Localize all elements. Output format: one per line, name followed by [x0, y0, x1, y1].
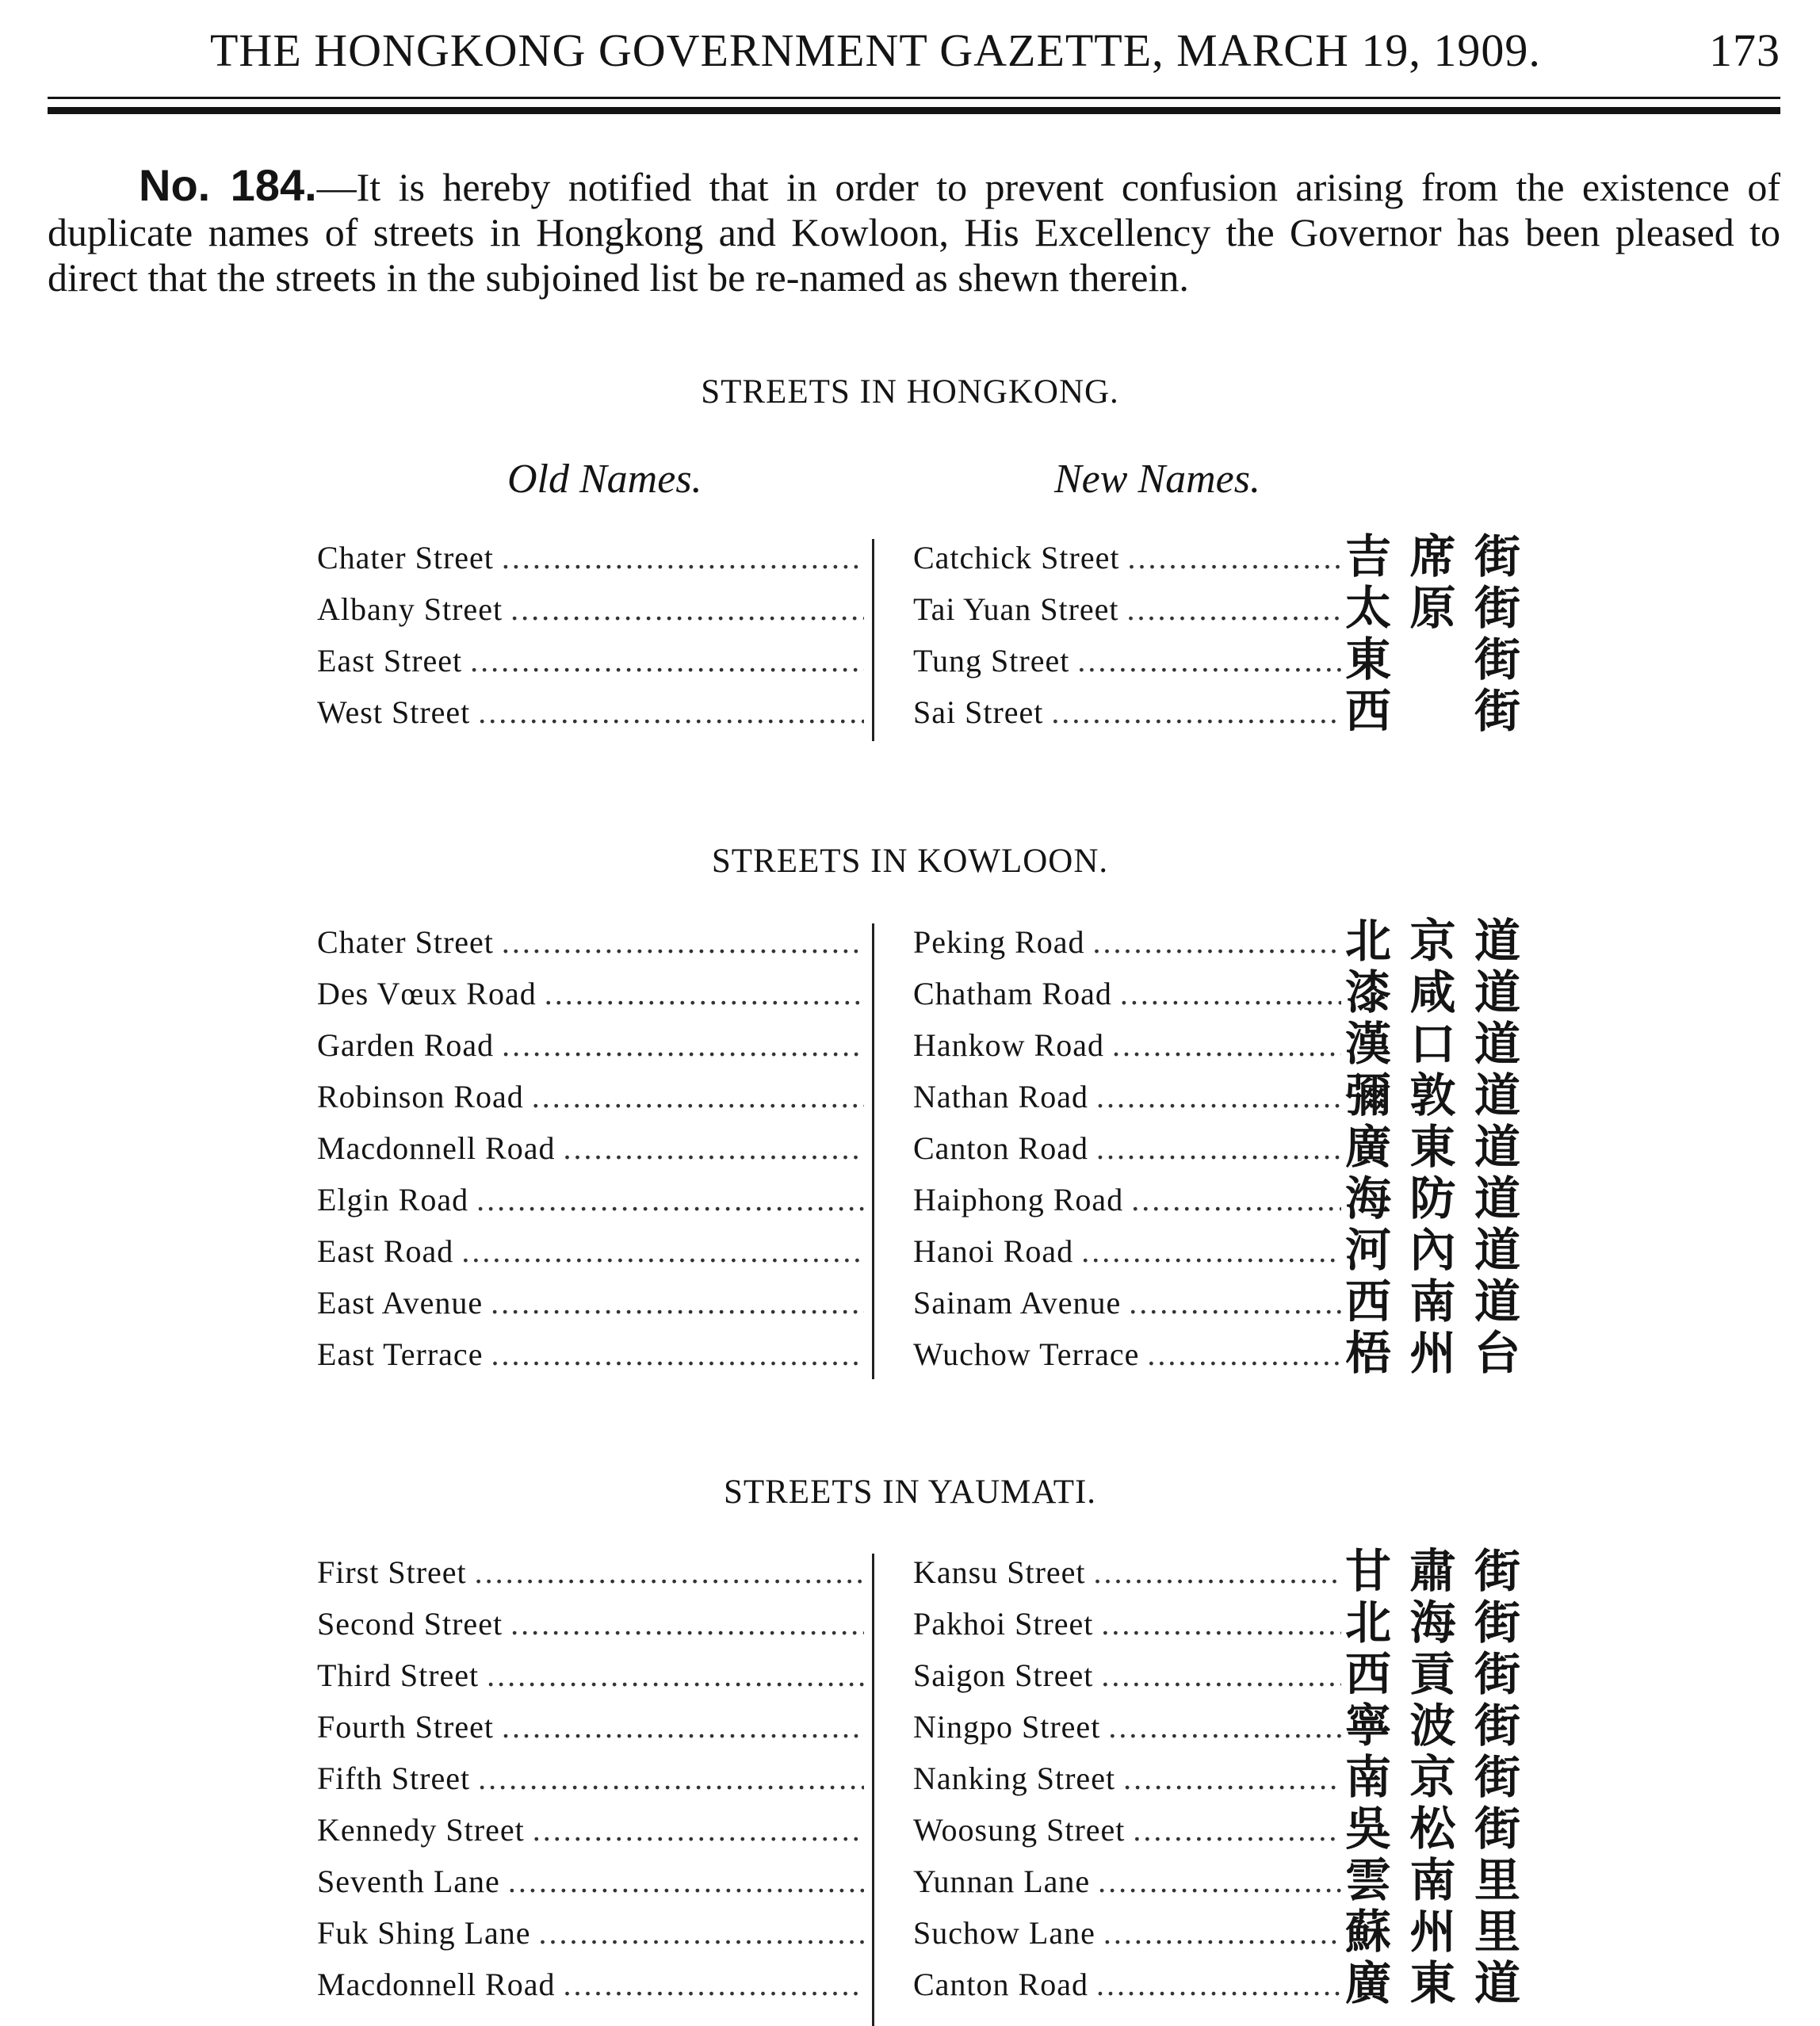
- table-row: [317, 1172, 1522, 1233]
- table-row: [317, 1068, 1522, 1130]
- new-name: Catchick Street .....: [913, 539, 1341, 576]
- chinese-name: 廣 東 道: [1344, 1120, 1520, 1174]
- new-name: Nathan Road .....: [913, 1078, 1341, 1115]
- new-names-header: New Names.: [1054, 457, 1260, 502]
- table-row: [317, 1544, 1522, 1605]
- old-name: Garden Road .....: [317, 1026, 864, 1064]
- old-name: First Street .....: [317, 1554, 864, 1591]
- old-name: Kennedy Street .....: [317, 1811, 864, 1848]
- chinese-name: 梧 州 台: [1344, 1326, 1520, 1380]
- old-name: Fourth Street .....: [317, 1708, 864, 1745]
- new-name: Peking Road .....: [913, 923, 1341, 961]
- table-row: [317, 1956, 1522, 2017]
- chinese-name: 彌 敦 道: [1344, 1068, 1520, 1122]
- header-rule-thin: [48, 97, 1780, 99]
- table-row: [317, 1326, 1522, 1387]
- table-row: [317, 1699, 1522, 1760]
- chinese-name: 東 街: [1344, 633, 1520, 686]
- old-name: Macdonnell Road .....: [317, 1130, 864, 1167]
- chinese-name: 西 南 道: [1344, 1275, 1520, 1328]
- old-name: East Street .....: [317, 642, 864, 679]
- new-name: Canton Road .....: [913, 1966, 1341, 2003]
- new-name: Kansu Street .....: [913, 1554, 1341, 1591]
- yaumati-table: [317, 1544, 1522, 2017]
- chinese-name: 雲 南 里: [1344, 1853, 1520, 1907]
- chinese-name: 海 防 道: [1344, 1172, 1520, 1225]
- new-name: Nanking Street .....: [913, 1760, 1341, 1797]
- old-name: Seventh Lane .....: [317, 1863, 864, 1900]
- chinese-name: 太 原 街: [1344, 581, 1520, 635]
- page-number: 173: [1709, 25, 1780, 76]
- table-row: [317, 1017, 1522, 1078]
- old-name: Second Street .....: [317, 1605, 864, 1642]
- old-name: Fifth Street .....: [317, 1760, 864, 1797]
- chinese-name: 西 街: [1344, 684, 1520, 738]
- new-name: Hankow Road .....: [913, 1026, 1341, 1064]
- table-row: [317, 633, 1522, 694]
- notice-paragraph: [48, 162, 1780, 300]
- table-row: [317, 529, 1522, 591]
- chinese-name: 漢 口 道: [1344, 1017, 1520, 1071]
- table-row: [317, 1750, 1522, 1811]
- new-name: Suchow Lane .....: [913, 1914, 1341, 1951]
- notice-text: —It is hereby notified that in order to prevent confusion arising from the existence of duplicate names of streets in Hongkong and Kowloon, His Excellency the Governor has been pleased to direct that the streets in the subjoined list be re-named as shewn therein.: [48, 165, 1780, 300]
- table-row: [317, 1853, 1522, 1914]
- chinese-name: 吉 席 街: [1344, 529, 1520, 583]
- section-title-hongkong: STREETS IN HONGKONG.: [701, 373, 1119, 411]
- old-name: East Avenue .....: [317, 1284, 864, 1321]
- old-name: Third Street .....: [317, 1657, 864, 1694]
- chinese-name: 北 海 街: [1344, 1596, 1520, 1649]
- new-name: Saigon Street .....: [913, 1657, 1341, 1694]
- old-name: Chater Street .....: [317, 923, 864, 961]
- chinese-name: 甘 肅 街: [1344, 1544, 1520, 1598]
- table-row: [317, 1596, 1522, 1657]
- notice-number: No. 184.: [139, 160, 317, 210]
- new-name: Chatham Road .....: [913, 975, 1341, 1012]
- section-title-yaumati: STREETS IN YAUMATI.: [723, 1474, 1097, 1511]
- new-name: Canton Road .....: [913, 1130, 1341, 1167]
- new-name: Yunnan Lane .....: [913, 1863, 1341, 1900]
- new-name: Sai Street .....: [913, 694, 1341, 731]
- new-name: Hanoi Road .....: [913, 1233, 1341, 1270]
- old-name: Macdonnell Road .....: [317, 1966, 864, 2003]
- old-name: Elgin Road .....: [317, 1181, 864, 1218]
- chinese-name: 河 內 道: [1344, 1223, 1520, 1277]
- chinese-name: 南 京 街: [1344, 1750, 1520, 1804]
- new-name: Tung Street .....: [913, 642, 1341, 679]
- new-name: Pakhoi Street .....: [913, 1605, 1341, 1642]
- table-row: [317, 1802, 1522, 1863]
- table-row: [317, 1905, 1522, 1966]
- new-name: Haiphong Road .....: [913, 1181, 1341, 1218]
- new-name: Sainam Avenue .....: [913, 1284, 1341, 1321]
- new-name: Tai Yuan Street .....: [913, 591, 1341, 628]
- old-name: East Terrace .....: [317, 1336, 864, 1373]
- header-rule-thick: [48, 107, 1780, 114]
- chinese-name: 蘇 州 里: [1344, 1905, 1520, 1959]
- chinese-name: 寧 波 街: [1344, 1699, 1520, 1753]
- section-title-kowloon: STREETS IN KOWLOON.: [711, 843, 1109, 880]
- new-name: Wuchow Terrace .....: [913, 1336, 1341, 1373]
- old-name: Fuk Shing Lane .....: [317, 1914, 864, 1951]
- kowloon-table: [317, 914, 1522, 1387]
- table-row: [317, 965, 1522, 1026]
- old-name: Chater Street .....: [317, 539, 864, 576]
- chinese-name: 西 貢 街: [1344, 1647, 1520, 1701]
- table-row: [317, 1647, 1522, 1708]
- old-names-header: Old Names.: [507, 457, 702, 502]
- chinese-name: 北 京 道: [1344, 914, 1520, 968]
- old-name: Albany Street .....: [317, 591, 864, 628]
- hongkong-table: [317, 529, 1522, 745]
- chinese-name: 吳 松 街: [1344, 1802, 1520, 1856]
- table-row: [317, 581, 1522, 642]
- gazette-title: THE HONGKONG GOVERNMENT GAZETTE, MARCH 19, 1909.: [210, 25, 1541, 76]
- old-name: Robinson Road .....: [317, 1078, 864, 1115]
- page-header: [48, 24, 1780, 87]
- new-name: Woosung Street .....: [913, 1811, 1341, 1848]
- table-row: [317, 914, 1522, 975]
- old-name: East Road .....: [317, 1233, 864, 1270]
- table-row: [317, 1223, 1522, 1284]
- chinese-name: 漆 咸 道: [1344, 965, 1520, 1019]
- table-row: [317, 1275, 1522, 1336]
- new-name: Ningpo Street .....: [913, 1708, 1341, 1745]
- table-row: [317, 684, 1522, 745]
- old-name: Des Vœux Road .....: [317, 975, 864, 1012]
- old-name: West Street .....: [317, 694, 864, 731]
- table-row: [317, 1120, 1522, 1181]
- chinese-name: 廣 東 道: [1344, 1956, 1520, 2010]
